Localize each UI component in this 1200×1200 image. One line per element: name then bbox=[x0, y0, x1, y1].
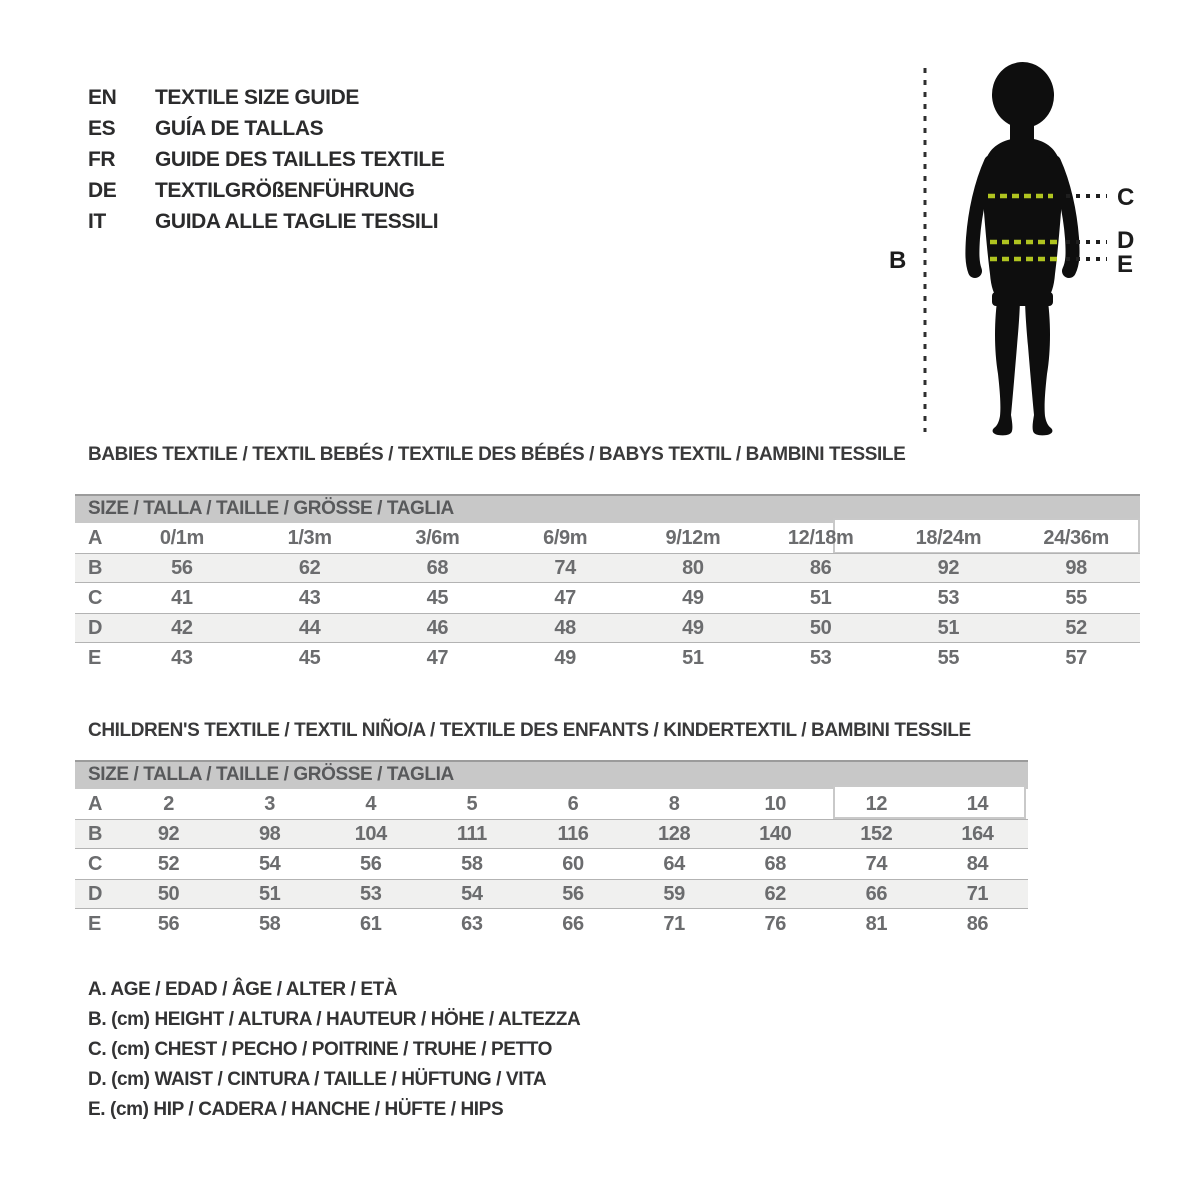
row-label: A bbox=[88, 527, 103, 549]
language-title: GUIDE DES TAILLES TEXTILE bbox=[155, 148, 445, 171]
value-cell: 92 bbox=[157, 823, 180, 845]
language-code: EN bbox=[88, 86, 117, 109]
value-cell: 5 bbox=[466, 793, 478, 815]
language-title: GUIDA ALLE TAGLIE TESSILI bbox=[155, 210, 439, 233]
value-cell: 53 bbox=[937, 587, 960, 609]
value-cell: 60 bbox=[562, 853, 584, 875]
legend-line-height: B. (cm) HEIGHT / ALTURA / HAUTEUR / HÖHE / ALTEZZA bbox=[88, 1009, 581, 1030]
value-cell: 3 bbox=[264, 793, 276, 815]
value-cell: 56 bbox=[562, 883, 584, 905]
language-row-it bbox=[88, 206, 444, 237]
value-cell: 6 bbox=[567, 793, 579, 815]
value-cell: 56 bbox=[171, 557, 193, 579]
value-cell: 54 bbox=[461, 883, 483, 905]
language-title: TEXTILGRÖßENFÜHRUNG bbox=[155, 179, 415, 202]
value-cell: 41 bbox=[171, 587, 193, 609]
value-cell: 47 bbox=[426, 647, 449, 669]
language-code: FR bbox=[88, 148, 116, 171]
table-row-hip bbox=[75, 643, 1140, 673]
value-cell: 63 bbox=[461, 913, 483, 935]
value-cell: 50 bbox=[157, 883, 180, 905]
value-cell: 104 bbox=[354, 823, 387, 845]
value-cell: 45 bbox=[298, 647, 321, 669]
language-row-de bbox=[88, 175, 444, 206]
table-row-chest bbox=[75, 849, 1028, 879]
row-label: C bbox=[88, 587, 103, 609]
value-cell: 62 bbox=[298, 557, 321, 579]
value-cell: 66 bbox=[562, 913, 584, 935]
value-cell: 43 bbox=[298, 587, 321, 609]
legend-line-age: A. AGE / EDAD / ÂGE / ALTER / ETÀ bbox=[88, 979, 398, 1000]
child-silhouette-diagram bbox=[875, 55, 1175, 440]
value-cell: 98 bbox=[1065, 557, 1087, 579]
value-cell: 71 bbox=[966, 883, 989, 905]
value-cell: 56 bbox=[157, 913, 180, 935]
babies-section-heading: BABIES TEXTILE / TEXTIL BEBÉS / TEXTILE DES BÉBÉS / BABYS TEXTIL / BAMBINI TESSILE bbox=[88, 444, 906, 465]
value-cell: 14 bbox=[966, 793, 989, 815]
value-cell: 74 bbox=[865, 853, 888, 875]
legend-line-waist: D. (cm) WAIST / CINTURA / TAILLE / HÜFTUNG / VITA bbox=[88, 1069, 547, 1090]
value-cell: 8 bbox=[668, 793, 680, 815]
value-cell: 0/1m bbox=[159, 527, 204, 549]
table-row-waist bbox=[75, 879, 1028, 909]
value-cell: 86 bbox=[809, 557, 832, 579]
value-cell: 92 bbox=[937, 557, 960, 579]
table-row-age bbox=[75, 789, 1028, 819]
value-cell: 52 bbox=[157, 853, 180, 875]
value-cell: 164 bbox=[961, 823, 994, 845]
value-cell: 80 bbox=[682, 557, 704, 579]
language-row-fr bbox=[88, 144, 444, 175]
value-cell: 58 bbox=[461, 853, 483, 875]
babies-table-header: SIZE / TALLA / TAILLE / GRÖSSE / TAGLIA bbox=[75, 494, 1140, 523]
row-label: B bbox=[88, 823, 103, 845]
row-label: D bbox=[88, 883, 103, 905]
value-cell: 43 bbox=[171, 647, 193, 669]
language-title: TEXTILE SIZE GUIDE bbox=[155, 86, 359, 109]
legend-line-chest: C. (cm) CHEST / PECHO / POITRINE / TRUHE / PETTO bbox=[88, 1039, 552, 1060]
children-size-table bbox=[75, 760, 1028, 939]
value-cell: 9/12m bbox=[665, 527, 721, 549]
row-label: A bbox=[88, 793, 103, 815]
value-cell: 74 bbox=[554, 557, 576, 579]
measurement-figure bbox=[875, 55, 1175, 440]
children-section-heading: CHILDREN'S TEXTILE / TEXTIL NIÑO/A / TEXTILE DES ENFANTS / KINDERTEXTIL / BAMBINI TESSILE bbox=[88, 720, 971, 741]
value-cell: 64 bbox=[663, 853, 685, 875]
table-row-age bbox=[75, 523, 1140, 553]
value-cell: 1/3m bbox=[287, 527, 332, 549]
value-cell: 12/18m bbox=[787, 527, 854, 549]
value-cell: 48 bbox=[554, 617, 576, 639]
value-cell: 49 bbox=[554, 647, 576, 669]
row-label: D bbox=[88, 617, 103, 639]
value-cell: 53 bbox=[809, 647, 832, 669]
value-cell: 86 bbox=[966, 913, 989, 935]
value-cell: 62 bbox=[764, 883, 786, 905]
row-label: E bbox=[88, 647, 101, 669]
children-table-header: SIZE / TALLA / TAILLE / GRÖSSE / TAGLIA bbox=[75, 760, 1028, 789]
table-row-waist bbox=[75, 613, 1140, 643]
value-cell: 55 bbox=[1065, 587, 1087, 609]
value-cell: 81 bbox=[865, 913, 888, 935]
value-cell: 4 bbox=[365, 793, 377, 815]
language-code: ES bbox=[88, 117, 116, 140]
value-cell: 47 bbox=[554, 587, 576, 609]
value-cell: 61 bbox=[360, 913, 382, 935]
value-cell: 42 bbox=[171, 617, 193, 639]
language-title: GUÍA DE TALLAS bbox=[155, 117, 324, 140]
babies-size-table bbox=[75, 494, 1140, 673]
value-cell: 116 bbox=[557, 823, 589, 845]
value-cell: 68 bbox=[426, 557, 449, 579]
value-cell: 55 bbox=[937, 647, 960, 669]
value-cell: 59 bbox=[663, 883, 685, 905]
language-code: DE bbox=[88, 179, 117, 202]
table-row-chest bbox=[75, 583, 1140, 613]
value-cell: 128 bbox=[658, 823, 691, 845]
table-row-height bbox=[75, 553, 1140, 583]
value-cell: 44 bbox=[298, 617, 321, 639]
row-label: C bbox=[88, 853, 103, 875]
value-cell: 57 bbox=[1065, 647, 1087, 669]
language-code: IT bbox=[88, 210, 106, 233]
language-row-en bbox=[88, 82, 444, 113]
row-label: B bbox=[88, 557, 103, 579]
value-cell: 54 bbox=[258, 853, 281, 875]
value-cell: 51 bbox=[682, 647, 704, 669]
value-cell: 46 bbox=[426, 617, 449, 639]
value-cell: 68 bbox=[764, 853, 786, 875]
chest-label: C bbox=[1117, 184, 1134, 211]
value-cell: 53 bbox=[360, 883, 382, 905]
value-cell: 111 bbox=[456, 823, 487, 845]
value-cell: 51 bbox=[937, 617, 960, 639]
value-cell: 152 bbox=[860, 823, 893, 845]
measurement-legend bbox=[88, 975, 580, 1125]
value-cell: 51 bbox=[809, 587, 832, 609]
value-cell: 76 bbox=[764, 913, 786, 935]
value-cell: 140 bbox=[759, 823, 792, 845]
value-cell: 24/36m bbox=[1043, 527, 1109, 549]
child-silhouette bbox=[972, 59, 1072, 435]
legend-line-hip: E. (cm) HIP / CADERA / HANCHE / HÜFTE / HIPS bbox=[88, 1099, 504, 1120]
value-cell: 3/6m bbox=[415, 527, 460, 549]
value-cell: 45 bbox=[426, 587, 449, 609]
value-cell: 84 bbox=[966, 853, 989, 875]
row-label: E bbox=[88, 913, 101, 935]
language-row-es bbox=[88, 113, 444, 144]
value-cell: 71 bbox=[663, 913, 685, 935]
value-cell: 18/24m bbox=[915, 527, 982, 549]
table-row-height bbox=[75, 819, 1028, 849]
value-cell: 10 bbox=[764, 793, 786, 815]
height-label: B bbox=[889, 247, 906, 274]
waist-label: D bbox=[1117, 227, 1134, 254]
value-cell: 49 bbox=[682, 587, 704, 609]
value-cell: 66 bbox=[865, 883, 888, 905]
value-cell: 12 bbox=[865, 793, 888, 815]
language-title-list bbox=[88, 82, 444, 237]
value-cell: 56 bbox=[360, 853, 382, 875]
hip-label: E bbox=[1117, 251, 1133, 278]
value-cell: 49 bbox=[682, 617, 704, 639]
value-cell: 50 bbox=[809, 617, 832, 639]
value-cell: 51 bbox=[258, 883, 281, 905]
value-cell: 52 bbox=[1065, 617, 1087, 639]
table-row-hip bbox=[75, 909, 1028, 939]
value-cell: 2 bbox=[163, 793, 174, 815]
value-cell: 6/9m bbox=[543, 527, 588, 549]
value-cell: 58 bbox=[258, 913, 281, 935]
value-cell: 98 bbox=[258, 823, 281, 845]
